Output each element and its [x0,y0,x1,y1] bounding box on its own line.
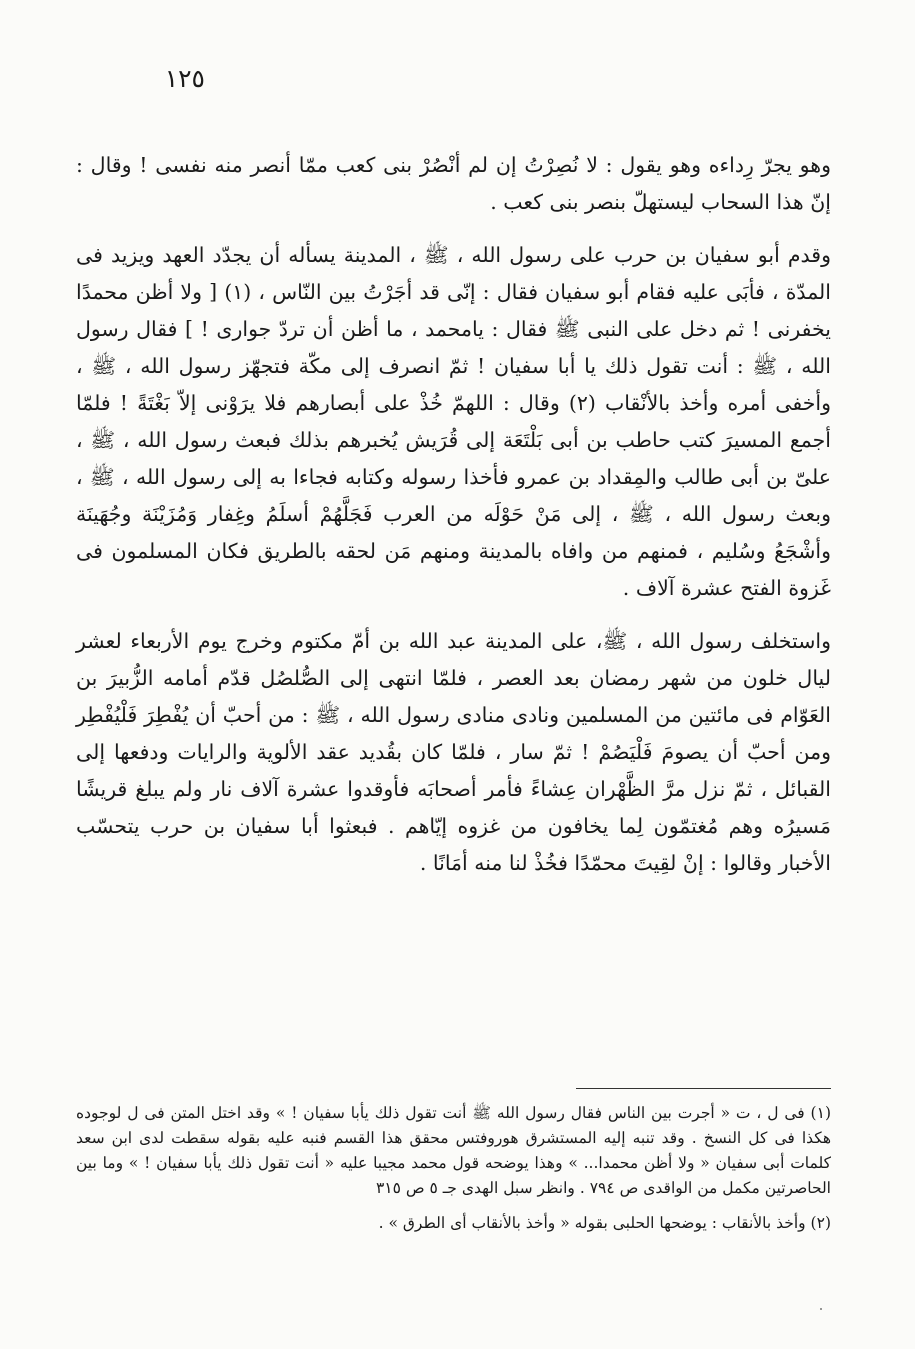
scan-speck [820,1308,822,1310]
footnote-2: (٢) وأخذ بالأنقاب : يوضحها الحلبى بقوله « وأخذ بالأنقاب أى الطرق » . [378,1214,831,1232]
page-number: ١٢٥ [164,64,205,93]
footnote-divider [576,1088,831,1089]
footnotes [76,1101,831,1236]
footnote-1: (١) فى ل ، ت « أجرت بين الناس فقال رسول الله ﷺ أنت تقول ذلك يأبا سفيان ! » وقد اختل المتن فى ل لوجوده هكذا فى كل النسخ . وقد تنبه إليه المستشرق هوروفتس محقق هذا القسم فنبه عليه بقوله سقطت لدى ابن سعد كلمات أبى سفيان « ولا أظن محمدا... » وهذا يوضحه قول محمد مجيبا عليه « أنت تقول ذلك يأبا سفيان ! » وما بين الحاصرتين مكمل من الواقدى ص ٧٩٤ . وانظر سبل الهدى جـ ٥ ص ٣١٥ [76,1104,831,1197]
main-text [76,147,831,882]
paragraph-3: واستخلف رسول الله ، ﷺ، على المدينة عبد الله بن أمّ مكتوم وخرج يوم الأربعاء لعشر ليال خلون من شهر رمضان بعد العصر ، فلمّا انتهى إلى الصُّلصُل قدّم أمامه الزُّبيرَ بن العَوّام فى مائتين من المسلمين ونادى منادى رسول الله ، ﷺ : من أحبّ أن يُفْطِرَ فَلْيُفْطِر ومن أحبّ أن يصومَ فَلْيَصُمْ ! ثمّ سار ، فلمّا كان بقُديد عقد الألوية والرايات ودفعها إلى القبائل ، ثمّ نزل مرَّ الظَّهْران عِشاءً فأمر أصحابَه فأوقدوا عشرة آلاف نار ولم يبلغ قريشًا مَسيرُه وهم مُغتمّون لِما يخافون من غزوه إيّاهم . فبعثوا أبا سفيان بن حرب يتحسّب الأخبار وقالوا : إنْ لقِيتَ محمّدًا فخُذْ لنا منه أمَانًا . [76,629,831,875]
paragraph-2: وقدم أبو سفيان بن حرب على رسول الله ، ﷺ ، المدينة يسأله أن يجدّد العهد ويزيد فى المدّة ، فأبَى عليه فقام أبو سفيان فقال : إنّى قد أجَرْتُ بين النّاس ، (١) [ ولا أظن محمدًا يخفرنى ! ثم دخل على النبى ﷺ فقال : يامحمد ، ما أظن أن تردّ جوارى ! ] فقال رسول الله ، ﷺ : أنت تقول ذلك يا أبا سفيان ! ثمّ انصرف إلى مكّة فتجهّز رسول الله ، ﷺ ، وأخفى أمره وأخذ بالأنْقاب (٢) وقال : اللهمّ خُذْ على أبصارهم فلا يرَوْنى إلاّ بَغْتَةً ! فلمّا أجمع المسيرَ كتب حاطب بن أبى بَلْتَعَة إلى قُرَيش يُخبرهم بذلك فبعث رسول الله ، ﷺ ، علىّ بن أبى طالب والمِقداد بن عمرو فأخذا رسوله وكتابه فجاءا به إلى رسول الله ، ﷺ ، وبعث رسول الله ، ﷺ ، إلى مَنْ حَوْلَه من العرب فَجَلَّهُمْ أسلَمُ وغِفار وَمُزَيْنَة وجُهَينَة وأشْجَعُ وسُليم ، فمنهم من وافاه بالمدينة ومنهم مَن لحقه بالطريق فكان المسلمون فى غَزوة الفتح عشرة آلاف . [76,243,831,600]
paragraph-1: وهو يجرّ رِداءه وهو يقول : لا نُصِرْتُ إن لم أنْصُرْ بنى كعب ممّا أنصر منه نفسى ! وقال : إنّ هذا السحاب ليستهلّ بنصر بنى كعب . [76,153,831,214]
